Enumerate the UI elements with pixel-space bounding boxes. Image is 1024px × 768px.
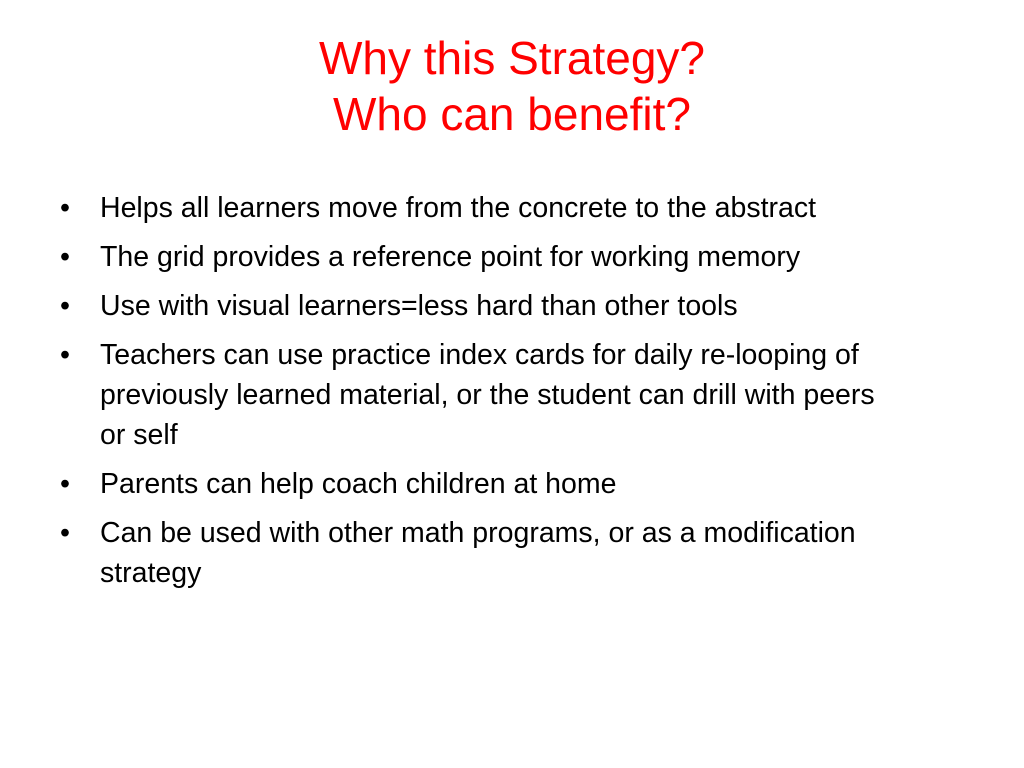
- bullet-text: The grid provides a reference point for working memory: [100, 241, 801, 273]
- bullet-text: Helps all learners move from the concrete to the abstract: [100, 192, 816, 224]
- bullet-item: [60, 286, 1000, 326]
- bullet-text: Parents can help coach children at home: [100, 468, 617, 500]
- bullet-item: [60, 188, 1000, 228]
- bullet-dot-icon: •: [60, 339, 70, 371]
- bullet-dot-icon: •: [60, 192, 70, 224]
- bullet-item: [60, 237, 1000, 277]
- bullet-dot-icon: •: [60, 290, 70, 322]
- bullet-list: [60, 188, 970, 602]
- bullet-dot-icon: •: [60, 517, 70, 549]
- bullet-dot-icon: •: [60, 241, 70, 273]
- title-line-1: Why this Strategy?: [318, 32, 706, 84]
- bullet-item: [60, 335, 890, 455]
- title-line-2: Who can benefit?: [332, 88, 691, 140]
- slide-title: [0, 30, 1024, 142]
- bullet-text: Teachers can use practice index cards for daily re-looping of previously learned material, or the student can drill with peers or self: [100, 339, 875, 451]
- bullet-item: [60, 513, 890, 593]
- bullet-dot-icon: •: [60, 468, 70, 500]
- bullet-text: Can be used with other math programs, or as a modification strategy: [100, 517, 856, 589]
- bullet-text: Use with visual learners=less hard than other tools: [100, 290, 738, 322]
- bullet-item: [60, 464, 1000, 504]
